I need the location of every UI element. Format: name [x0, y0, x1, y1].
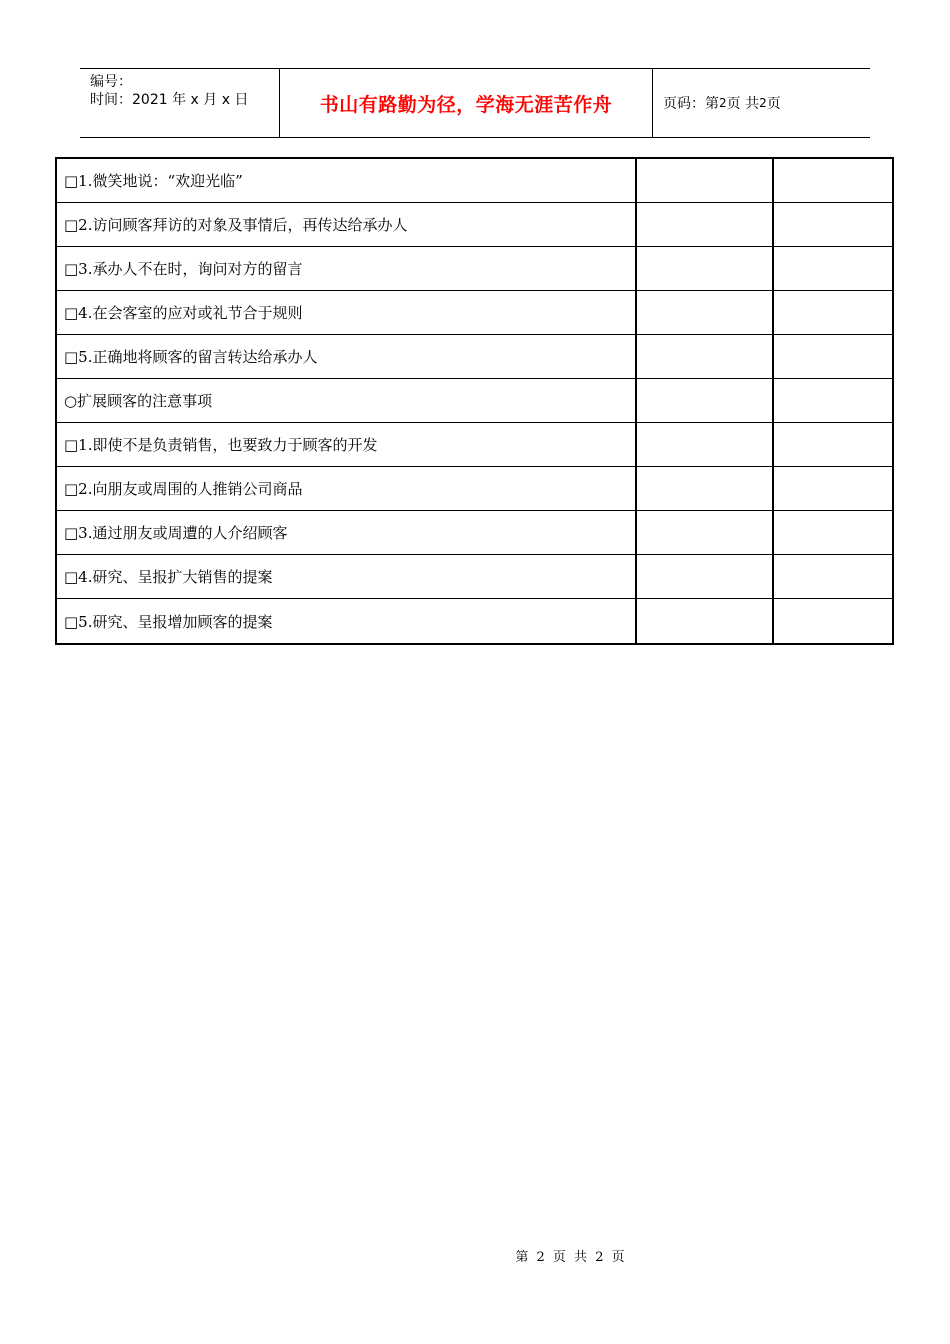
table-row [57, 599, 892, 643]
table-row [57, 203, 892, 247]
checklist-item-text: □1.微笑地说：“欢迎光临” [57, 159, 637, 202]
checklist-item-text: □2.访问顾客拜访的对象及事情后，再传达给承办人 [57, 203, 637, 246]
checklist-item-text: □4.在会客室的应对或礼节合于规则 [57, 291, 637, 334]
checklist-item-text: ○扩展顾客的注意事项 [57, 379, 637, 422]
table-row [57, 247, 892, 291]
checklist-cell-col2[interactable] [637, 599, 774, 643]
page-footer: 第 2 页 共 2 页 [515, 1250, 625, 1265]
table-row [57, 335, 892, 379]
page-mid: 页 共 [726, 96, 760, 112]
checklist-cell-col2[interactable] [637, 555, 774, 598]
checklist-cell-col2[interactable] [637, 291, 774, 334]
checklist-cell-col2[interactable] [637, 335, 774, 378]
checklist-cell-col3[interactable] [774, 159, 892, 202]
checklist-item-text: □2.向朋友或周围的人推销公司商品 [57, 467, 637, 510]
table-row [57, 467, 892, 511]
table-row [57, 379, 892, 423]
checklist-cell-col2[interactable] [637, 379, 774, 422]
table-row [57, 159, 892, 203]
checklist-cell-col3[interactable] [774, 599, 892, 643]
date-label: 时间：2021 年 x 月 x 日 [90, 92, 249, 108]
checklist-item-text: □3.承办人不在时，询问对方的留言 [57, 247, 637, 290]
checklist-cell-col3[interactable] [774, 379, 892, 422]
table-row [57, 291, 892, 335]
header-page-indicator [653, 69, 870, 137]
checklist-item-text: □1.即使不是负责销售，也要致力于顾客的开发 [57, 423, 637, 466]
checklist-cell-col3[interactable] [774, 467, 892, 510]
checklist-item-text: □4.研究、呈报扩大销售的提案 [57, 555, 637, 598]
page-total: 2 [759, 96, 767, 110]
checklist-cell-col2[interactable] [637, 203, 774, 246]
checklist-cell-col3[interactable] [774, 335, 892, 378]
checklist-cell-col3[interactable] [774, 555, 892, 598]
checklist-cell-col2[interactable] [637, 247, 774, 290]
header-meta [80, 69, 280, 137]
checklist-item-text: □5.研究、呈报增加顾客的提案 [57, 599, 637, 643]
checklist-cell-col3[interactable] [774, 423, 892, 466]
table-row [57, 423, 892, 467]
checklist-item-text: □5.正确地将顾客的留言转达给承办人 [57, 335, 637, 378]
header-motto: 书山有路勤为径，学海无涯苦作舟 [280, 69, 653, 137]
checklist-item-text: □3.通过朋友或周遭的人介绍顾客 [57, 511, 637, 554]
checklist-cell-col2[interactable] [637, 159, 774, 202]
checklist-cell-col3[interactable] [774, 247, 892, 290]
checklist-cell-col3[interactable] [774, 291, 892, 334]
checklist-cell-col2[interactable] [637, 511, 774, 554]
table-row [57, 511, 892, 555]
checklist-cell-col2[interactable] [637, 423, 774, 466]
checklist-cell-col3[interactable] [774, 203, 892, 246]
page-suffix: 页 [766, 96, 781, 112]
table-row [57, 555, 892, 599]
checklist-table [55, 157, 894, 645]
page-prefix: 页码：第 [663, 96, 719, 112]
checklist-cell-col2[interactable] [637, 467, 774, 510]
page-current: 2 [719, 96, 727, 110]
serial-label: 编号： [90, 74, 132, 90]
page-header [80, 68, 870, 138]
checklist-cell-col3[interactable] [774, 511, 892, 554]
